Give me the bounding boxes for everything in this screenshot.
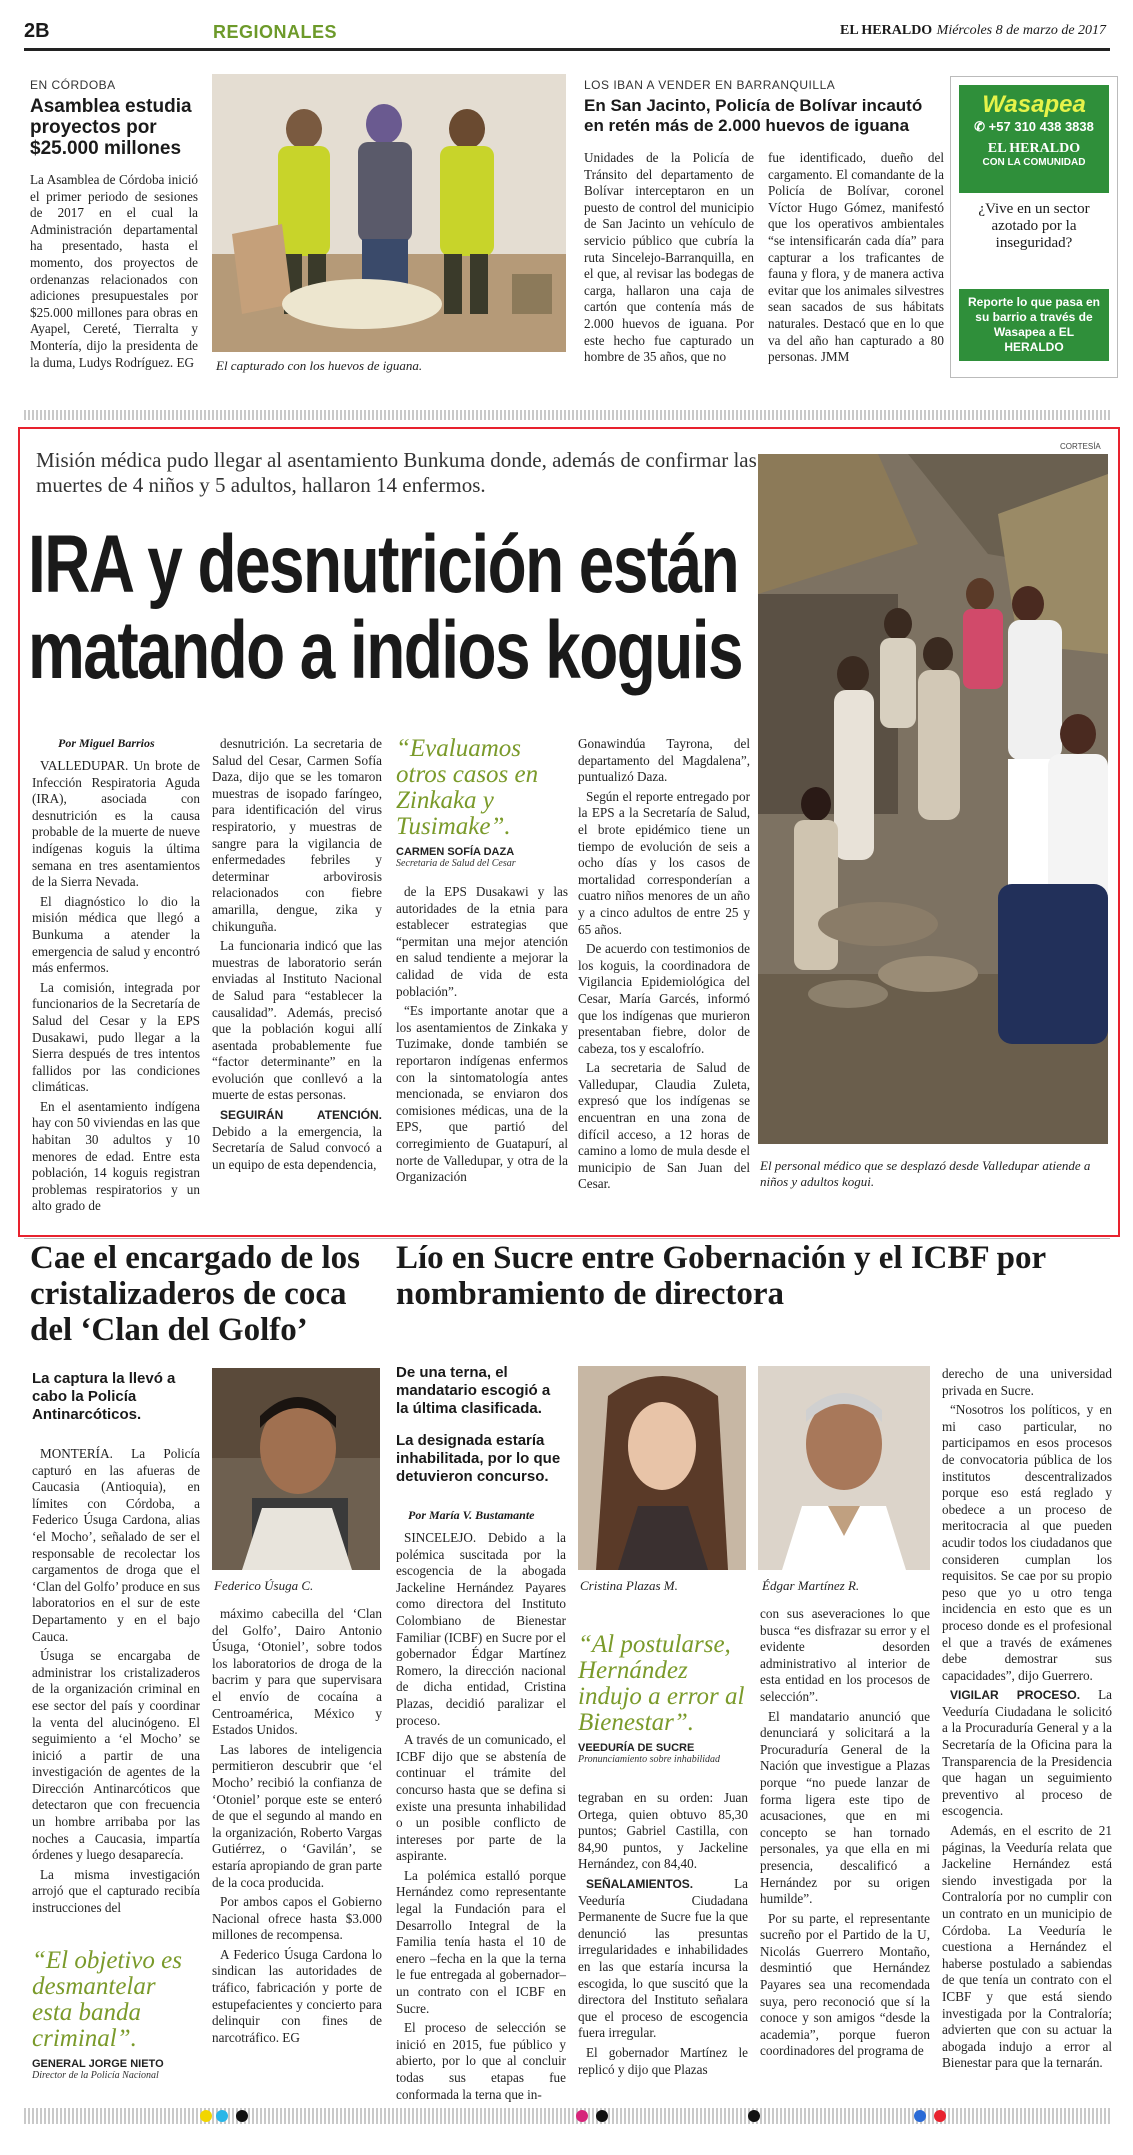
sucre-col2-p2-text: La Veeduría Ciudadana Permanente de Sucre fue la que denunció las presuntas irregularidades e inhabilidades en las que estaría incursa la escogida, lo que suscitó que la directora del Instituto señalara que el proceso de escogencia fuera irregular. — [578, 1875, 748, 2041]
koguis-quote-author: CARMEN SOFÍA DAZA — [396, 846, 515, 858]
koguis-col2 — [212, 736, 382, 1176]
sucre-deck2: La designada estaría inhabilitada, por lo que detuvieron concurso. — [396, 1432, 561, 1485]
ad-tagline: CON LA COMUNIDAD — [982, 157, 1086, 168]
cordoba-title: Asamblea estudia proyectos por $25.000 millones — [30, 96, 192, 159]
sucre-deck1: De una terna, el mandatario escogió a la última clasificada. — [396, 1364, 551, 1417]
iguana-col1: Unidades de la Policía de Tránsito del departamento de Bolívar interceptaron en un puesto de control del municipio de San Jacinto un vehículo de servicio público que cubría la ruta Sincelejo-Barranquilla, en el que, al revisar las bodegas de carga, hallaron una caja de cartón que contenía más de 2.000 huevos de iguana. Por este hecho fue capturado un hombre de 35 años, que no — [584, 150, 754, 365]
golfo-col2 — [212, 1606, 382, 2049]
iguana-photo — [212, 74, 566, 352]
golfo-quote: “El objetivo es desmantelar esta banda criminal”. — [32, 1947, 182, 2052]
koguis-col1-p4: En el asentamiento indígena hay con 50 viviendas en las que habitan 30 adultos y 10 menores de edad. Entre esta población, 14 koguis registran problemas respiratorios y un alto grado de — [32, 1098, 200, 1214]
golfo-col1 — [32, 1446, 200, 1920]
sucre-title: Lío en Sucre entre Gobernación y el ICBF por nombramiento de directora — [396, 1240, 1046, 1312]
sucre-quote-block — [578, 1632, 748, 1765]
sucre-col2-p2 — [578, 1876, 748, 2042]
sucre-col3-p3: Por su parte, el representante sucreño por el Partido de la U, Nicolás Guerrero Montaño, desmintió que Hernández Payares sea una recomendada suya, pero reconoció que sí la conoce y son amigos “desde la academia”, porque fueron coordinadores del programa de — [760, 1910, 930, 2059]
sucre-byline: Por María V. Bustamante — [408, 1508, 535, 1522]
registration-dot-magenta — [576, 2110, 588, 2122]
wasapea-ad[interactable] — [950, 76, 1118, 378]
koguis-col1-p2: El diagnóstico lo dio la misión médica que llegó a Bunkuma a atender la emergencia de salud y encontró más enfermos. — [32, 893, 200, 976]
koguis-col1-p1: VALLEDUPAR. Un brote de Infección Respiratoria Aguda (IRA), asociada con desnutrición es la causa probable de la muerte de nueve indígenas koguis la última semana en tres asentamientos de la Sierra Nevada. — [32, 758, 200, 890]
ad-phone — [959, 119, 1109, 135]
sucre-col3-p1: con sus aseveraciones lo que busca “es disfrazar su error y el evidente desorden administrativo al interior de esta entidad en los procesos de selección”. — [760, 1606, 930, 1704]
header-rule — [24, 48, 1110, 51]
koguis-col1 — [32, 758, 200, 1218]
sucre-col2 — [578, 1790, 748, 2081]
cordoba-kicker: EN CÓRDOBA — [30, 78, 116, 92]
koguis-col2-p3 — [212, 1107, 382, 1173]
registration-dot-black — [236, 2110, 248, 2122]
golfo-deck: La captura la llevó a cabo la Policía Antinarcóticos. — [32, 1370, 176, 1423]
golfo-quote-author: GENERAL JORGE NIETO — [32, 2058, 164, 2070]
cordoba-body: La Asamblea de Córdoba inició el primer periodo de sesiones de 2017 en el cual la Administración departamental ha presentado, hasta el momento, dos proyectos de ordenanzas relacionados con adiciones presupuestales por $25.000 millones para obras en Ayapel, Cereté, Tierralta y Montería, dijo la presidenta de la duma, Ludys Rodríguez. EG — [30, 172, 198, 370]
koguis-photo-caption: El personal médico que se desplazó desde Valledupar atiende a niños y adultos kogui. — [760, 1158, 1091, 1189]
sucre-caption-martinez: Édgar Martínez R. — [762, 1578, 860, 1593]
sucre-col2-lead: SEÑALAMIENTOS. — [586, 1876, 694, 1891]
registration-dot-blue — [914, 2110, 926, 2122]
koguis-col4 — [578, 736, 750, 1196]
lower-rule — [24, 1238, 1110, 1239]
sucre-photo-martinez — [758, 1366, 930, 1570]
golfo-title: Cae el encargado de los cristalizaderos de coca del ‘Clan del Golfo’ — [30, 1240, 360, 1348]
koguis-quote: “Evaluamos otros casos en Zinkaka y Tusimake”. — [396, 735, 539, 840]
golfo-col2-p4: A Federico Úsuga Cardona lo sindican las autoridades de tráfico, fabricación y porte de estupefacientes y concierto para delinquir con fines de narcotráfico. EG — [212, 1946, 382, 2045]
koguis-col4-p1: Gonawindúa Tayrona, del departamento del Magdalena”, puntualizó Daza. — [578, 736, 750, 785]
sucre-col4-p1: derecho de una universidad privada en Sucre. — [942, 1366, 1112, 1398]
ad-phone-text: +57 310 438 3838 — [988, 119, 1094, 134]
registration-dot-black-3 — [748, 2110, 760, 2122]
golfo-quote-block — [32, 1948, 200, 2081]
koguis-col4-p3: De acuerdo con testimonios de los koguis, la coordinadora de Vigilancia Epidemiológica del Cesar, María Garcés, informó que los indígenas que murieron presentaban fiebre, dolor de cabeza, tos y escalofrío. — [578, 941, 750, 1056]
sucre-col1 — [396, 1530, 566, 2106]
dateline — [840, 22, 1106, 39]
golfo-quote-role: Director de la Policía Nacional — [32, 2070, 159, 2081]
iguana-photo-caption: El capturado con los huevos de iguana. — [216, 358, 423, 373]
koguis-deck: Misión médica pudo llegar al asentamiento Bunkuma donde, además de confirmar las muertes de 4 niños y 5 adultos, hallaron 14 enfermos. — [36, 448, 757, 497]
koguis-col2-lead: SEGUIRÁN ATENCIÓN. — [220, 1108, 382, 1123]
koguis-col2-p2: La funcionaria indicó que las muestras de laboratorio serán enviadas al Instituto Nacional de Salud para “establecer la causalidad”. Además, precisó que la población kogui allí asentada probablemente fue “factor determinante” en la evolución que conllevó a la muerte de estas personas. — [212, 938, 382, 1103]
ad-green-box — [959, 85, 1109, 193]
golfo-col1-p3: La misma investigación arrojó que el capturado recibía instrucciones del — [32, 1866, 200, 1916]
sucre-col3-p2: El mandatario anunció que denunciará y solicitará a la Procuraduría General de la Nación que investigue a Plazas porque “no puede lanzar de forma ligera este tipo de acusaciones, que en mi concepto se han tornado personales, ya que ella en mi presencia, descalificó a Hernández por su origen humilde”. — [760, 1708, 930, 1907]
ad-question: ¿Vive en un sector azotado por la inseguridad? — [978, 201, 1090, 251]
koguis-title — [28, 522, 788, 722]
sucre-col4-p4: Además, en el escrito de 21 páginas, la Veeduría relata que Jackeline Hernández está siendo investigada por la Contraloría por no cumplir con un contrato en un municipio de Córdoba. La Veeduría le cuestiona a Hernández el haberse postulado a sabiendas de que tenía un contrato con el ICBF y que está siendo investigada por la Contraloría; advierten que con su actuar la abogada indujo a error al Bienestar para que la ternarán. — [942, 1823, 1112, 2071]
sucre-quote: “Al postularse, Hernández indujo a error al Bienestar”. — [578, 1631, 745, 1736]
koguis-quote-block — [396, 736, 568, 869]
koguis-col1-p3: La comisión, integrada por funcionarios de la Secretaría de Salud del Cesar y la EPS Dusakawi, pudo llegar a la Sierra después de tres intentos fallidos por las condiciones climáticas. — [32, 979, 200, 1095]
koguis-title-line1: IRA y desnutrición están — [28, 522, 739, 610]
registration-dot-cyan — [216, 2110, 228, 2122]
footer-registration-bar — [24, 2108, 1110, 2124]
issue-date: Miércoles 8 de marzo de 2017 — [936, 23, 1107, 38]
registration-dot-yellow — [200, 2110, 212, 2122]
golfo-col2-p3: Por ambos capos el Gobierno Nacional ofrece hasta $3.000 millones de recompensa. — [212, 1894, 382, 1943]
ad-brand: Wasapea — [982, 91, 1086, 118]
ad-paper: EL HERALDO — [987, 141, 1081, 156]
koguis-col4-p2: Según el reporte entregado por la EPS a la Secretaría de Salud, el brote epidémico tiene un tiempo de evolución de seis a ocho días y los casos de mortalidad corresponderían a cuatro niños menores de un año y a cinco adultos de entre 25 y 65 años. — [578, 788, 750, 937]
sucre-col1-p3: La polémica estalló porque Hernández como representante legal la Fundación para el Desarrollo Integral de la Familia tenía hasta el 10 de enero –fecha en la que la terna le fue entregada al gobernador– un contrato con el ICBF en Sucre. — [396, 1867, 566, 2016]
koguis-col3 — [396, 884, 568, 1189]
section-separator — [24, 410, 1110, 420]
koguis-quote-role: Secretaria de Salud del Cesar — [396, 858, 516, 869]
page-number: 2B — [24, 20, 50, 42]
koguis-title-line2: matando a indios koguis — [28, 605, 742, 696]
sucre-col4-lead: VIGILAR PROCESO. — [950, 1688, 1081, 1703]
sucre-quote-author: VEEDURÍA DE SUCRE — [578, 1742, 695, 1754]
iguana-title: En San Jacinto, Policía de Bolívar incautó en retén más de 2.000 huevos de iguana — [584, 96, 923, 135]
sucre-quote-role: Pronunciamiento sobre inhabilidad — [578, 1754, 721, 1765]
koguis-col3-p1: de la EPS Dusakawi y las autoridades de la etnia para establecer estrategias que “permitan una mejor atención en salud tendiente a mejorar la calidad de vida de esta población”. — [396, 884, 568, 999]
sucre-col1-p4: El proceso de selección se inició en 2015, fue público y abierto, por lo que al concluir todas sus etapas fue conformada la terna que in- — [396, 2020, 566, 2102]
koguis-photo — [758, 454, 1108, 1144]
sucre-col2-p1: tegraban en su orden: Juan Ortega, quien obtuvo 85,30 puntos; Gabriel Castilla, con 84,90 puntos, y Jackeline Hernández, con 84,40. — [578, 1790, 748, 1872]
section-name: REGIONALES — [213, 22, 338, 42]
sucre-col1-p2: A través de un comunicado, el ICBF dijo que se abstenía de continuar el trámite del concurso hasta que se defina si existe una presunta inhabilidad o un posible conflicto de intereses por parte de la aspirante. — [396, 1732, 566, 1864]
sucre-photo-plazas — [578, 1366, 746, 1570]
registration-dot-red — [934, 2110, 946, 2122]
sucre-caption-plazas: Cristina Plazas M. — [580, 1578, 678, 1593]
iguana-kicker: LOS IBAN A VENDER EN BARRANQUILLA — [584, 78, 836, 92]
sucre-col3 — [760, 1606, 930, 2063]
whatsapp-icon: ✆ — [974, 119, 986, 134]
koguis-col4-p4: La secretaria de Salud de Valledupar, Claudia Zuleta, expresó que los indígenas se encuentran en una zona de difícil acceso, a 12 horas de camino a lomo de mula desde el municipio de San Juan del Cesar. — [578, 1060, 750, 1192]
sucre-col2-p3: El gobernador Martínez le replicó y dijo que Plazas — [578, 2044, 748, 2077]
koguis-photo-credit: CORTESÍA — [1060, 442, 1101, 451]
koguis-col2-p3-text: Debido a la emergencia, la Secretaría de Salud convocó a un equipo de esta dependencia, — [212, 1123, 382, 1172]
golfo-photo — [212, 1368, 380, 1570]
sucre-col1-p1: SINCELEJO. Debido a la polémica suscitada por la escogencia de la abogada Jackeline Hernández Payares como directora del Instituto Colombiano de Bienestar Familiar (ICBF) en Sucre por el gobernador Édgar Martínez Romero, la dirección nacional de dicha entidad, Cristina Plazas, decidió paralizar el proceso. — [396, 1530, 566, 1728]
ad-cta: Reporte lo que pasa en su barrio a través de Wasapea a EL HERALDO — [959, 289, 1109, 361]
golfo-col2-p2: Las labores de inteligencia permitieron descubrir que ‘el Mocho’ recibió la confianza de ‘Otoniel’ porque este se enteró de que el segundo al mando en la organización, Roberto Vargas Gutiérrez, o ‘Gavilán’, se estaría apropiando de gran parte de la coca producida. — [212, 1741, 382, 1890]
iguana-col2: fue identificado, dueño del cargamento. El comandante de la Policía de Bolívar, coronel Víctor Hugo Gómez, manifestó que los operativos ambientales “se intensificarán cada día” para capturar a los traficantes de fauna y flora, y de manera activa evitar que los animales silvestres sean sacados de sus hábitats naturales. Destacó que en lo que va del año han capturado a 80 personas. JMM — [768, 150, 944, 365]
koguis-col2-p1: desnutrición. La secretaria de Salud del Cesar, Carmen Sofía Daza, dijo que se les tomaron muestras de isopado faríngeo, para identificación del virus respiratorio, y muestras de sangre para la vigilancia de enfermedades febriles y determinar arbovirosis relacionados con fiebre amarilla, dengue, zika y chikunguña. — [212, 736, 382, 934]
golfo-col2-p1: máximo cabecilla del ‘Clan del Golfo’, Dairo Antonio Úsuga, ‘Otoniel’, sobre todos los laboratorios de droga de la bacrim y para que supervisara el envío de cocaína a Centroamérica, México y Estados Unidos. — [212, 1606, 382, 1738]
sucre-col4 — [942, 1366, 1112, 2075]
golfo-col1-p1: MONTERÍA. La Policía capturó en las afueras de Caucasia (Antioquia), en límites con Córdoba, a Federico Úsuga Cardona, alias ‘el Mocho’, señalado de ser el responsable de recolectar los cargamentos de droga que el ‘Clan del Golfo’ produce en sus laboratorios en el sur de este Departamento y en el bajo Cauca. — [32, 1446, 200, 1644]
koguis-byline: Por Miguel Barrios — [58, 736, 155, 750]
golfo-col1-p2: Úsuga se encargaba de administrar los cristalizaderos de la organización criminal en ese sector del país y coordinar la venta del alucinógeno. El seguimiento a ‘el Mocho’ se inició a partir de una investigación de agentes de la Dirección Antinarcóticos que detectaron que con frecuencia un hombre arribaba por las noches a Caucasia, impartía órdenes y luego desaparecía. — [32, 1648, 200, 1863]
sucre-col4-p3 — [942, 1687, 1112, 1820]
paper-name: EL HERALDO — [840, 23, 933, 38]
sucre-col4-p2: “Nosotros los políticos, y en mi caso particular, no participamos en esos procesos de convocatoria pública de los institutos descentralizados porque eso está reglado y obedece a un proceso de meritocracia al que pueden acudir todos los ciudadanos que consideren cumplan los requisitos. Se cae por su propio peso que yo u otro tenga incidencia en esto que es un proceso donde es el profesional el que a través de exámenes debe demostrar sus capacidades”, dijo Guerrero. — [942, 1402, 1112, 1683]
koguis-col3-p2: “Es importante anotar que a los asentamientos de Zinkaka y Tuzimake, donde también se reportaron indígenas enfermos con la sintomatología antes mencionada, se enviaron dos comisiones médicas, una de la EPS, que partió del corregimiento de Guatapurí, al norte de Valledupar, y otra de la Organización — [396, 1003, 568, 1185]
golfo-photo-caption: Federico Úsuga C. — [214, 1578, 314, 1593]
registration-dot-black-2 — [596, 2110, 608, 2122]
sucre-col4-p3-text: La Veeduría Ciudadana le solicitó a la Procuraduría General y a la Secretaría de la Oficina para la Transparencia de la Presidencia que hagan un seguimiento preventivo al proceso de escogencia. — [942, 1687, 1112, 1819]
